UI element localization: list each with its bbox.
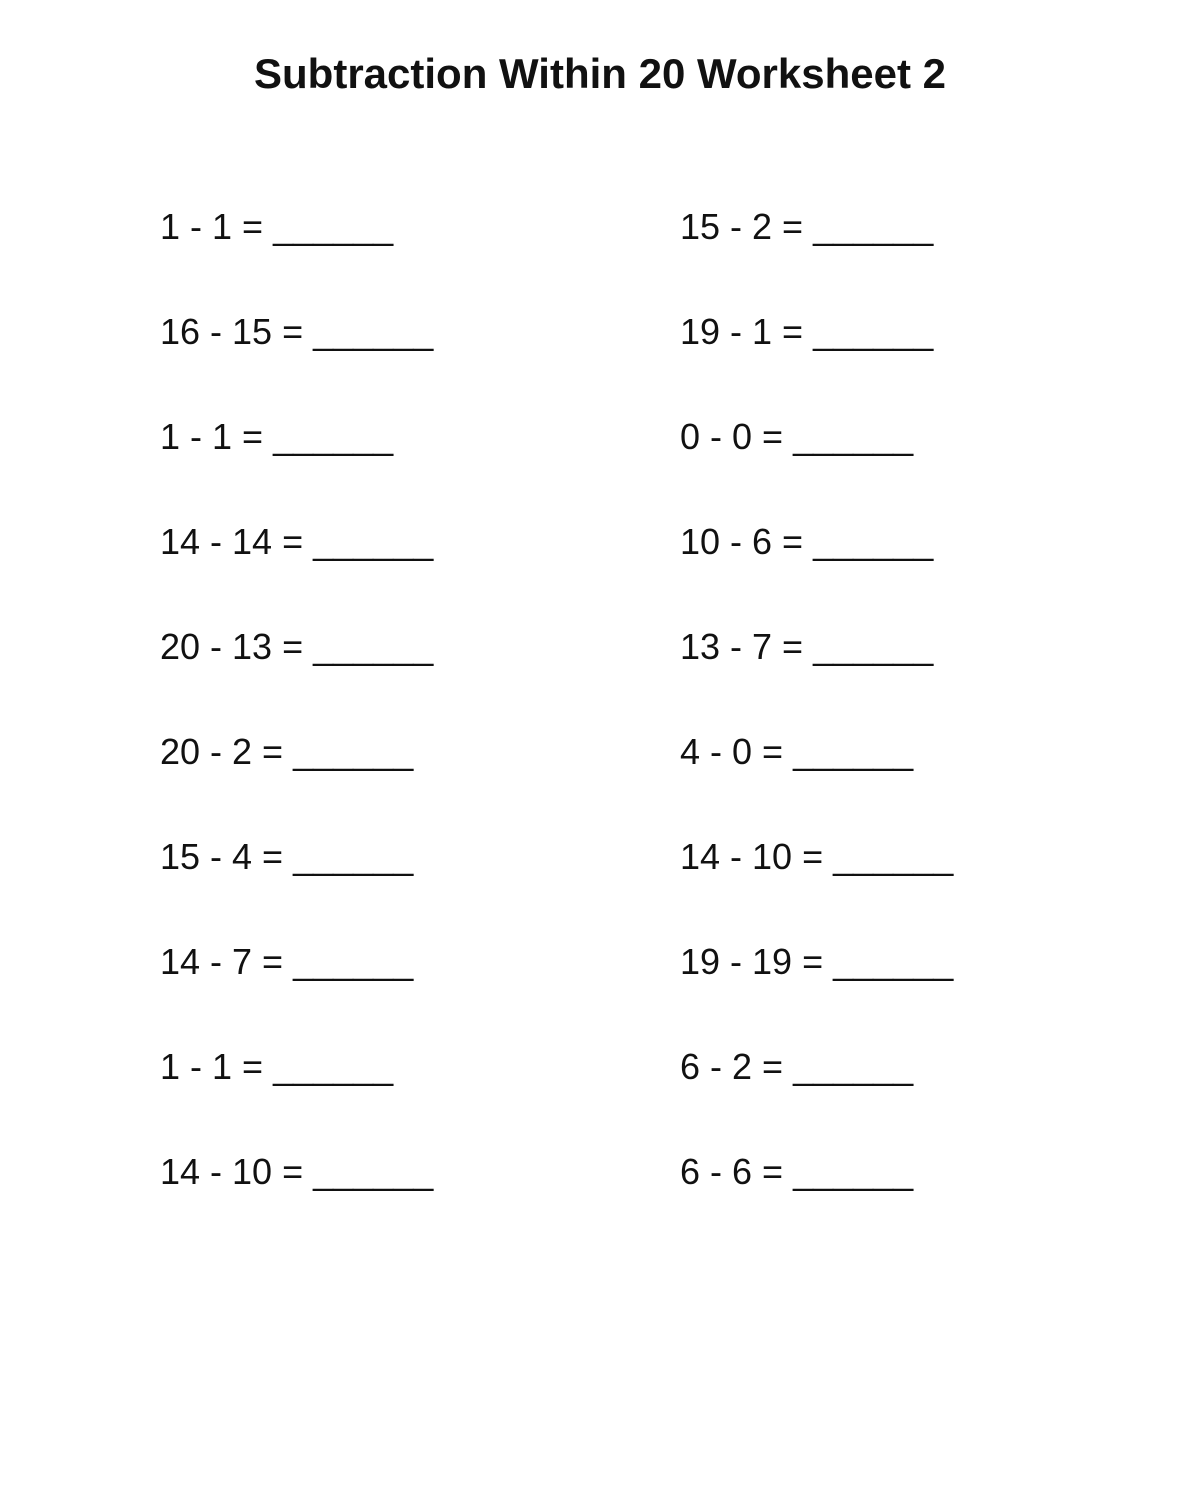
problem-item: 19 - 1 = ______ [680, 311, 934, 352]
problem-column-left [160, 205, 640, 1255]
problem-item: 4 - 0 = ______ [680, 731, 914, 772]
problem-item: 19 - 19 = ______ [680, 941, 954, 982]
problem-item: 14 - 10 = ______ [160, 1151, 434, 1192]
problem-item: 20 - 2 = ______ [160, 731, 414, 772]
problem-item: 15 - 4 = ______ [160, 836, 414, 877]
problem-item: 14 - 10 = ______ [680, 836, 954, 877]
problem-item: 0 - 0 = ______ [680, 416, 914, 457]
problem-item: 13 - 7 = ______ [680, 626, 934, 667]
problem-item: 6 - 2 = ______ [680, 1046, 914, 1087]
problem-item: 14 - 7 = ______ [160, 941, 414, 982]
problem-item: 10 - 6 = ______ [680, 521, 934, 562]
problem-item: 15 - 2 = ______ [680, 206, 934, 247]
problem-item: 20 - 13 = ______ [160, 626, 434, 667]
problem-item: 14 - 14 = ______ [160, 521, 434, 562]
problem-item: 1 - 1 = ______ [160, 1046, 394, 1087]
problem-item: 16 - 15 = ______ [160, 311, 434, 352]
page-title: Subtraction Within 20 Worksheet 2 [254, 50, 946, 97]
problem-column-right [680, 205, 1160, 1255]
problem-item: 1 - 1 = ______ [160, 206, 394, 247]
problem-item: 6 - 6 = ______ [680, 1151, 914, 1192]
problem-item: 1 - 1 = ______ [160, 416, 394, 457]
